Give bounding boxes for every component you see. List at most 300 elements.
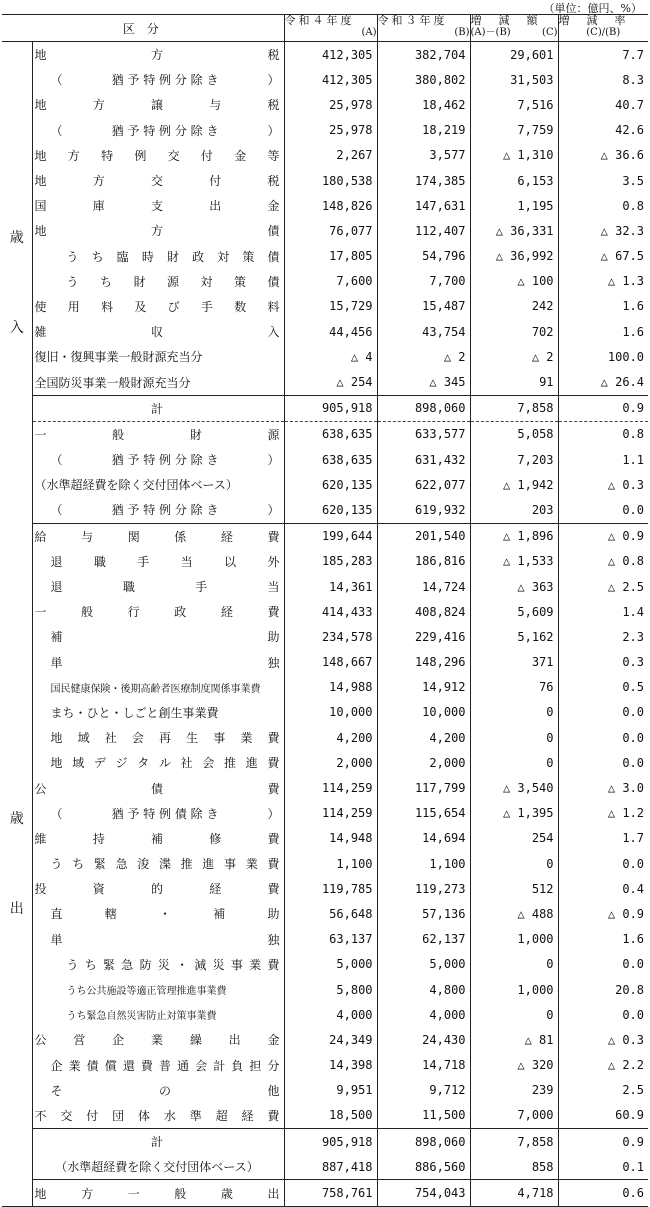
label-part: ） [267,123,280,138]
label-part: ル [158,756,171,771]
r3-value: 4,800 [377,977,470,1002]
row-label [32,118,284,143]
row-label-text [35,400,280,417]
label-part: 費 [267,781,280,796]
label-part: 減 [194,957,207,972]
rate-value: 0.0 [622,856,645,871]
label-part: 例 [134,148,147,163]
row-label [32,1180,284,1206]
label-part: 使 [34,299,47,314]
r4-value: 905,918 [284,395,377,421]
label-part: 公 [34,1033,47,1048]
label-part: ち [84,957,97,972]
rate-value: 0.8 [622,198,645,213]
label-part: 費 [267,831,280,846]
label-part: 地 [34,98,47,113]
row-label [32,421,284,447]
label-part: 付 [200,148,213,163]
row-label-text [51,905,280,922]
label-part: 出 [228,1033,241,1048]
table-row [2,523,648,549]
label-part: 譲 [151,98,164,113]
label-part: まち・ひと・しごと創生事業費 [50,705,219,720]
r3-value: 148,296 [377,650,470,675]
diff-value: 1,000 [470,927,558,952]
label-part: 対 [200,274,213,289]
label-part: 費 [267,529,280,544]
label-part: （ [50,73,63,88]
row-label [32,294,284,319]
label-part: 事 [224,857,237,872]
row-label [32,1002,284,1027]
r4-value: 620,135 [284,472,377,497]
label-part: 交 [60,1108,73,1123]
row-label-text [35,528,280,545]
row-label [32,1103,284,1129]
label-part: 業 [240,731,253,746]
rate-value: 60.9 [615,1108,645,1123]
row-label-text [67,956,280,973]
r4-value: 887,418 [284,1154,377,1180]
row-label-text [35,1158,280,1175]
label-part: 事 [213,731,226,746]
label-part: 政 [192,249,205,264]
row-label [32,1053,284,1078]
diff-value: △ 488 [470,901,558,926]
label-part: ） [267,453,280,468]
diff-value: △ 2 [470,344,558,369]
label-part: 業 [249,957,262,972]
rate-value: △ 32.3 [600,223,645,238]
label-part: 会 [195,1058,208,1073]
r4-value: 7,600 [284,269,377,294]
diff-value: △ 36,992 [470,244,558,269]
label-part: 地 [34,224,47,239]
label-part: う [66,249,79,264]
r4-header-sub: (A) [361,27,377,38]
label-part: う [66,274,79,289]
category-header-text: 区 分 [122,21,159,36]
row-label-text [35,603,280,620]
diff-value: △ 1,310 [470,143,558,168]
label-part: 財 [133,274,146,289]
label-part: 般 [112,427,125,442]
rate-header [558,15,648,42]
label-part: 業 [68,1058,81,1073]
row-label [32,269,284,294]
diff-value: △ 1,942 [470,472,558,497]
label-part: 債 [267,274,280,289]
r3-value: 18,462 [377,92,470,117]
table-row [2,927,648,952]
row-label [32,319,284,344]
diff-value: 0 [470,851,558,876]
r4-value: 44,456 [284,319,377,344]
label-part: デ [93,756,106,771]
label-part: 債 [86,1058,99,1073]
table-row [2,369,648,395]
label-part: （水準超経費を除く交付団体ベース） [55,1160,259,1175]
table-row [2,775,648,800]
r4-value: 2,267 [284,143,377,168]
r4-value: 63,137 [284,927,377,952]
diff-value: 0 [470,725,558,750]
r4-value: 180,538 [284,168,377,193]
table-row [2,1154,648,1180]
row-label-text [35,348,280,365]
r4-value: 4,200 [284,725,377,750]
label-part: そ [50,1083,63,1098]
r3-value: 408,824 [377,599,470,624]
label-part: 外 [267,554,280,569]
row-label-text [67,248,280,265]
diff-value: 0 [470,750,558,775]
label-part: 職 [122,580,135,595]
r3-value: 57,136 [377,901,470,926]
rate-value: 1.6 [622,932,645,947]
r3-value: 112,407 [377,218,470,243]
table-row [2,801,648,826]
row-label [32,344,284,369]
rate-value: 0.8 [558,421,648,447]
label-part: 進 [245,756,258,771]
label-part: 社 [104,731,117,746]
label-part: 費 [267,605,280,620]
diff-value: 5,162 [470,624,558,649]
rate-value: 40.7 [615,97,645,112]
label-part: 体 [138,1108,151,1123]
label-part: 計 [151,1135,164,1150]
label-part: 持 [92,831,105,846]
label-part: （ [50,806,63,821]
table-row [2,675,648,700]
label-part: 社 [180,756,193,771]
label-part: 償 [104,1058,117,1073]
label-part: 業 [150,1033,163,1048]
row-label [32,92,284,117]
diff-value: 512 [470,876,558,901]
label-part: 費 [267,857,280,872]
label-part: 費 [267,731,280,746]
row-label-text [35,426,280,443]
r3-value: 14,718 [377,1053,470,1078]
row-label-text [35,172,280,189]
label-part: 推 [180,857,193,872]
r3-value: 622,077 [377,472,470,497]
label-part: 源 [167,274,180,289]
label-part: 企 [112,1033,125,1048]
table-row [2,1129,648,1155]
table-row [2,952,648,977]
row-label [32,244,284,269]
label-part: うち緊急自然災害防止対策事業費 [66,1011,217,1023]
label-part: 緊 [103,957,116,972]
label-part: 入 [267,325,280,340]
row-label-text [51,71,280,88]
diff-value: 7,203 [470,447,558,472]
table-row [2,193,648,218]
label-part: 臨 [116,249,129,264]
diff-value: 1,195 [470,193,558,218]
label-part: 轄 [104,907,117,922]
r4-header [284,15,377,42]
diff-value: 1,000 [470,977,558,1002]
rate-value: 0.5 [622,680,645,695]
row-label [32,447,284,472]
row-label [32,1154,284,1180]
table-row [2,1053,648,1078]
row-label [32,977,284,1002]
label-part: ち [91,249,104,264]
diff-value: 242 [470,294,558,319]
rate-value: △ 0.3 [607,1032,645,1047]
expenditure-section-label-char: 出 [9,901,24,918]
row-label-text [51,805,280,822]
label-part: 災 [212,957,225,972]
label-part: 計 [151,401,164,416]
label-part: 業 [245,857,258,872]
r3-header-text: 令和３年度 [377,14,448,27]
label-part: 付 [209,174,222,189]
diff-value: 5,609 [470,599,558,624]
label-part: 料 [267,299,280,314]
label-part: 歳 [220,1186,233,1201]
label-part: 経 [220,605,233,620]
row-label-text [51,451,280,468]
table-row [2,901,648,926]
diff-value: 0 [470,1002,558,1027]
r3-value: 380,802 [377,67,470,92]
label-part: （水準超経費を除く交付団体ベース） [34,478,238,493]
label-part: 収 [151,325,164,340]
rate-value: 1.6 [622,324,645,339]
rate-value: 2.3 [622,629,645,644]
rate-value: △ 0.9 [607,906,645,921]
row-label [32,369,284,395]
r3-value: 886,560 [377,1154,470,1180]
label-part: 事 [230,957,243,972]
label-part: 資 [92,882,105,897]
label-part: 債 [151,781,164,796]
label-part: 関 [127,529,140,544]
row-label [32,700,284,725]
row-label-text [51,1057,280,1074]
revenue-section-label-char: 入 [9,319,24,336]
r3-value: 15,487 [377,294,470,319]
label-part: 単 [50,655,63,670]
label-part: 団 [112,1108,125,1123]
row-label [32,851,284,876]
r3-value: 14,694 [377,826,470,851]
r3-value: 631,432 [377,447,470,472]
rate-value: △ 0.3 [607,477,645,492]
diff-value: 4,718 [470,1180,558,1206]
diff-value: 371 [470,650,558,675]
r3-value: 5,000 [377,952,470,977]
row-label [32,1129,284,1155]
table-row [2,750,648,775]
row-label [32,549,284,574]
diff-header-sub2: (C) [542,27,558,38]
label-part: 退 [50,554,63,569]
label-part: 出 [267,1186,280,1201]
label-part: 職 [93,554,106,569]
row-label-text [51,729,280,746]
label-part: 補 [213,907,226,922]
diff-value: △ 100 [470,269,558,294]
row-label-text [67,273,280,290]
label-part: 準 [189,1108,202,1123]
label-part: 助 [267,907,280,922]
row-label [32,143,284,168]
label-part: 水 [163,1108,176,1123]
row-label-text [35,147,280,164]
label-part: 当 [180,554,193,569]
label-part: 退 [50,580,63,595]
label-part: ） [267,73,280,88]
label-part: 急 [115,857,128,872]
label-part: 支 [151,199,164,214]
label-part: 方 [151,48,164,63]
r3-value: 898,060 [377,1129,470,1155]
row-label-text [51,553,280,570]
label-part: 方 [151,224,164,239]
label-part: 経 [209,882,222,897]
row-label [32,574,284,599]
table-row [2,549,648,574]
label-part: 地 [50,731,63,746]
label-part: 渫 [158,857,171,872]
rate-value: 1.7 [622,831,645,846]
row-label [32,927,284,952]
r4-value: 24,349 [284,1027,377,1052]
label-part: 給 [34,529,47,544]
label-part: 源 [267,427,280,442]
r4-value: 5,800 [284,977,377,1002]
r3-value: 147,631 [377,193,470,218]
diff-value: △ 363 [470,574,558,599]
row-label [32,523,284,549]
diff-header [470,15,558,42]
diff-value: △ 1,533 [470,549,558,574]
r3-header [377,15,470,42]
label-part: 再 [159,731,172,746]
rate-value: △ 67.5 [600,249,645,264]
r4-value: 412,305 [284,42,377,68]
rate-value: △ 0.9 [607,529,645,544]
label-part: 企 [50,1058,63,1073]
budget-table [2,14,648,1207]
r3-value: 14,912 [377,675,470,700]
table-row [2,650,648,675]
label-part: 出 [209,199,222,214]
r4-value: 15,729 [284,294,377,319]
label-part: 他 [267,1083,280,1098]
diff-value: 858 [470,1154,558,1180]
row-label [32,901,284,926]
row-label [32,395,284,421]
diff-value: 254 [470,826,558,851]
diff-value: 0 [470,952,558,977]
table-row [2,269,648,294]
r4-value: 25,978 [284,92,377,117]
label-part: 庫 [92,199,105,214]
r3-value: 382,704 [377,42,470,68]
label-part: 全国防災事業一般財源充当分 [34,375,191,390]
r4-value: 5,000 [284,952,377,977]
category-header [2,15,284,42]
label-part: 債 [267,249,280,264]
label-part: 災 [157,957,170,972]
label-part: 猶 予 特 例 分 除 き [111,503,219,518]
r3-value: 754,043 [377,1180,470,1206]
rate-value: 0.3 [622,655,645,670]
row-label [32,497,284,523]
label-part: 経 [241,1108,254,1123]
label-part: 金 [267,1033,280,1048]
r3-value: 229,416 [377,624,470,649]
row-label-text [35,1185,280,1202]
row-label-text [35,374,280,391]
label-part: 対 [217,249,230,264]
rate-value: 2.5 [622,1083,645,1098]
r4-value: 76,077 [284,218,377,243]
label-part: 経 [220,529,233,544]
rate-value: △ 1.2 [607,806,645,821]
r3-value: 43,754 [377,319,470,344]
row-label [32,472,284,497]
label-part: う [66,957,79,972]
row-label-text [35,197,280,214]
table-row [2,725,648,750]
row-label [32,876,284,901]
r3-value: 1,100 [377,851,470,876]
label-part: 補 [50,630,63,645]
table-row [2,395,648,421]
header-row [2,15,648,42]
row-label-text [51,1082,280,1099]
table-row [2,168,648,193]
rate-value: 0.0 [622,705,645,720]
r3-value: 9,712 [377,1078,470,1103]
label-part: 与 [209,98,222,113]
rate-value: 0.6 [558,1180,648,1206]
r4-value: 2,000 [284,750,377,775]
rate-header-text: 増 減 率 [558,14,629,27]
label-part: 計 [213,1058,226,1073]
label-part: 維 [34,831,47,846]
r4-value: 114,259 [284,775,377,800]
label-part: 投 [34,882,47,897]
diff-value: 239 [470,1078,558,1103]
table-row [2,447,648,472]
table-row [2,1027,648,1052]
label-part: 国民健康保険・後期高齢者医療制度関係事業費 [50,683,261,695]
label-part: 費 [140,1058,153,1073]
label-part: 一 [34,427,47,442]
label-part: 債 [267,224,280,239]
r3-value: 62,137 [377,927,470,952]
diff-value: △ 1,395 [470,801,558,826]
row-label-text [51,628,280,645]
table-row [2,143,648,168]
table-row [2,574,648,599]
label-part: 復旧・復興事業一般財源充当分 [34,350,203,365]
label-part: 手 [200,299,213,314]
diff-value: 7,516 [470,92,558,117]
label-part: 負 [231,1058,244,1073]
label-part: 般 [81,605,94,620]
